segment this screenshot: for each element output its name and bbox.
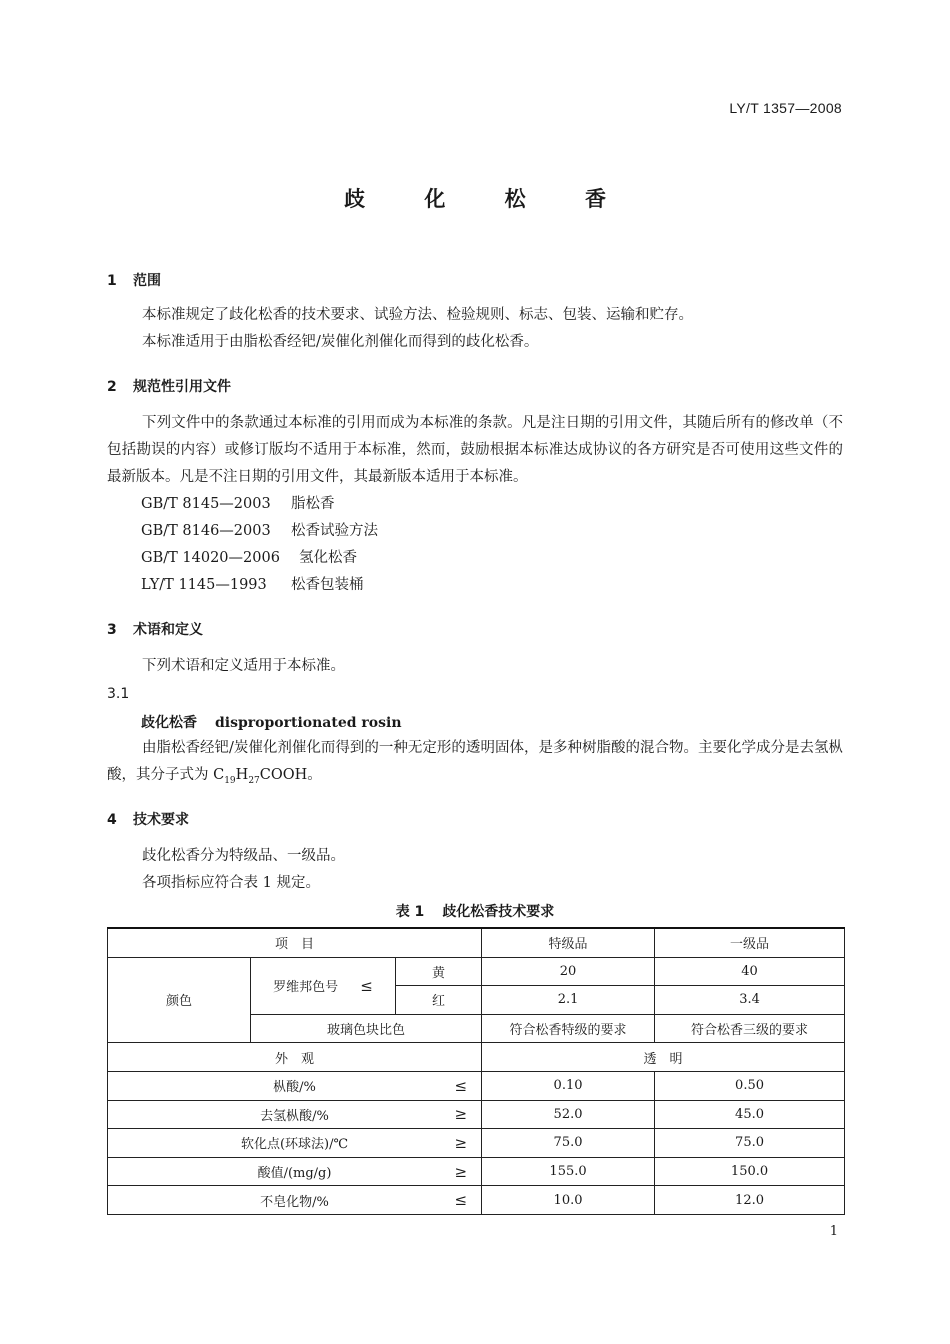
term-english: disproportionated rosin — [215, 715, 402, 731]
paragraph: 下列文件中的条款通过本标准的引用而成为本标准的条款。凡是注日期的引用文件，其随后所有的修改单（不包括勘误的内容）或修订版均不适用于本标准，然而，鼓励根据本标准达成协议的各方研究是否可使用这些文件的最新版本。凡是不注日期的引用文件，其最新版本适用于本标准。 — [107, 415, 843, 485]
paragraph: 各项指标应符合表 1 规定。 — [142, 875, 320, 891]
spec-table — [107, 927, 845, 1215]
lovibond-label — [251, 957, 396, 1014]
row-first: 150.0 — [655, 1157, 845, 1186]
definition-text: COOH。 — [259, 767, 322, 783]
table-row — [108, 1043, 845, 1072]
section-title: 规范性引用文件 — [133, 379, 231, 395]
glass-first: 符合松香三级的要求 — [655, 1014, 845, 1043]
red-label: 红 — [396, 986, 482, 1015]
table-caption-title: 歧化松香技术要求 — [442, 904, 555, 920]
row-first: 75.0 — [655, 1129, 845, 1158]
row-label-text: 去氢枞酸/% — [260, 1108, 329, 1124]
table-caption — [0, 901, 950, 921]
header-grade-first: 一级品 — [655, 928, 845, 957]
table-caption-number: 表 1 — [395, 904, 425, 920]
table-row — [108, 1157, 845, 1186]
row-first: 12.0 — [655, 1186, 845, 1215]
row-special: 155.0 — [482, 1157, 655, 1186]
row-special: 52.0 — [482, 1100, 655, 1129]
row-special: 10.0 — [482, 1186, 655, 1215]
reference-name: 松香试验方法 — [291, 523, 378, 539]
row-label — [108, 1129, 482, 1158]
row-symbol: ≤ — [454, 1191, 468, 1210]
color-label: 颜色 — [108, 957, 251, 1043]
section-4-heading — [107, 809, 189, 829]
yellow-special: 20 — [482, 957, 655, 986]
table-header-row — [108, 928, 845, 957]
row-label-text: 不皂化物/% — [260, 1194, 329, 1210]
row-label-text: 酸值/(mg/g) — [257, 1166, 332, 1182]
term-entry — [141, 712, 402, 732]
yellow-label: 黄 — [396, 957, 482, 986]
section-number: 1 — [107, 273, 117, 289]
section-number: 4 — [107, 812, 117, 828]
paragraph: 下列术语和定义适用于本标准。 — [142, 658, 345, 674]
formula-element: H — [235, 767, 249, 783]
page-title: 歧 化 松 香 — [344, 187, 632, 211]
row-label-text: 枞酸/% — [273, 1080, 316, 1096]
paragraph: 本标准规定了歧化松香的技术要求、试验方法、检验规则、标志、包装、运输和贮存。 — [142, 307, 693, 323]
glass-label: 玻璃色块比色 — [251, 1014, 482, 1043]
paragraph: 本标准适用于由脂松香经钯/炭催化剂催化而得到的歧化松香。 — [142, 334, 539, 350]
definition-text: 由脂松香经钯/炭催化剂催化而得到的一种无定形的透明固体，是多种树脂酸的混合物。主要化学成分是去氢枞酸，其分子式为 C — [107, 740, 843, 783]
table-row — [108, 1129, 845, 1158]
row-label-text: 软化点(环球法)/℃ — [240, 1137, 349, 1153]
reference-code: GB/T 14020—2006 — [141, 550, 280, 566]
row-label — [108, 1071, 482, 1100]
row-special: 75.0 — [482, 1129, 655, 1158]
formula-subscript: 19 — [224, 775, 236, 786]
reference-name: 松香包装桶 — [291, 577, 364, 593]
row-symbol: ≥ — [454, 1133, 468, 1152]
page-number: 1 — [829, 1224, 838, 1239]
table-row — [108, 1186, 845, 1215]
paragraph: 歧化松香分为特级品、一级品。 — [142, 848, 345, 864]
reference-name: 脂松香 — [291, 496, 335, 512]
section-3-heading — [107, 619, 203, 639]
reference-code: GB/T 8145—2003 — [141, 496, 271, 512]
lovibond-symbol: ≤ — [360, 977, 373, 996]
row-special: 0.10 — [482, 1071, 655, 1100]
red-special: 2.1 — [482, 986, 655, 1015]
reference-line — [141, 492, 335, 513]
row-symbol: ≥ — [454, 1105, 468, 1124]
appearance-value: 透 明 — [482, 1043, 845, 1072]
row-first: 45.0 — [655, 1100, 845, 1129]
table-row — [108, 957, 845, 986]
section-title: 技术要求 — [133, 812, 189, 828]
section-number: 3 — [107, 622, 117, 638]
row-first: 0.50 — [655, 1071, 845, 1100]
header-grade-special: 特级品 — [482, 928, 655, 957]
row-symbol: ≥ — [454, 1162, 468, 1181]
reference-code: GB/T 8146—2003 — [141, 523, 271, 539]
row-symbol: ≤ — [454, 1076, 468, 1095]
section-1-heading — [107, 270, 161, 290]
appearance-label: 外 观 — [108, 1043, 482, 1072]
reference-line — [141, 519, 378, 540]
row-label — [108, 1100, 482, 1129]
document-number: LY/T 1357—2008 — [729, 100, 842, 116]
definition-paragraph — [107, 735, 843, 795]
term-chinese: 歧化松香 — [141, 715, 197, 731]
reference-code: LY/T 1145—1993 — [141, 577, 267, 593]
reference-line — [141, 573, 364, 594]
lovibond-text: 罗维邦色号 — [273, 980, 339, 996]
section-2-heading — [107, 376, 231, 396]
formula-subscript: 27 — [248, 775, 260, 786]
red-first: 3.4 — [655, 986, 845, 1015]
subsection-number: 3.1 — [107, 686, 130, 702]
table-row — [108, 1100, 845, 1129]
header-item: 项 目 — [108, 928, 482, 957]
section-title: 范围 — [133, 273, 161, 289]
reference-line — [141, 546, 357, 567]
reference-name: 氢化松香 — [299, 550, 357, 566]
table-row — [108, 1071, 845, 1100]
row-label — [108, 1186, 482, 1215]
yellow-first: 40 — [655, 957, 845, 986]
row-label — [108, 1157, 482, 1186]
glass-special: 符合松香特级的要求 — [482, 1014, 655, 1043]
section-title: 术语和定义 — [133, 622, 203, 638]
section-number: 2 — [107, 379, 117, 395]
